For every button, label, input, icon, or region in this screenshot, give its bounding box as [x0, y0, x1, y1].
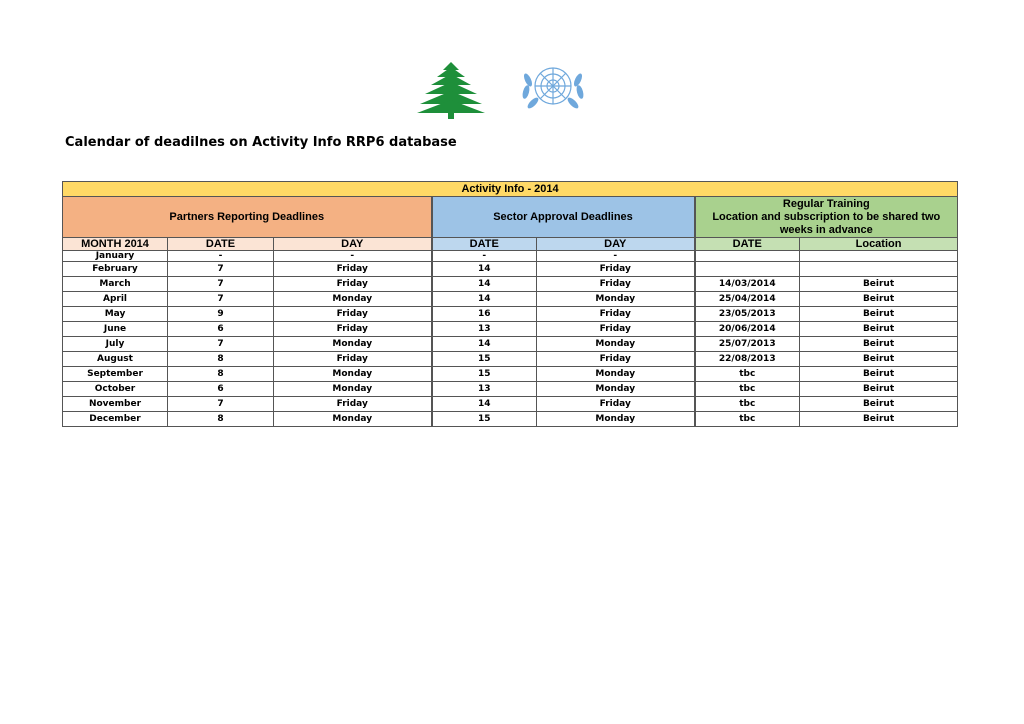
col-header-sector-date: DATE — [432, 238, 537, 251]
table-row — [63, 412, 958, 427]
col-header-training-date: DATE — [695, 238, 800, 251]
sector-day-cell: Monday — [537, 337, 695, 352]
training-date-cell: 14/03/2014 — [695, 277, 800, 292]
month-cell: September — [63, 367, 168, 382]
column-header-row — [63, 238, 958, 251]
sector-day-cell: - — [537, 251, 695, 262]
partners-day-cell: Monday — [274, 382, 432, 397]
training-location-cell — [800, 262, 958, 277]
sector-day-cell: Friday — [537, 322, 695, 337]
sector-group-header: Sector Approval Deadlines — [432, 197, 695, 238]
partners-date-cell: 7 — [168, 337, 274, 352]
sector-date-cell: 14 — [432, 292, 537, 307]
table-row — [63, 322, 958, 337]
deadlines-table — [62, 181, 958, 427]
training-date-cell: 20/06/2014 — [695, 322, 800, 337]
training-location-cell: Beirut — [800, 307, 958, 322]
col-header-partners-day: DAY — [274, 238, 432, 251]
month-cell: August — [63, 352, 168, 367]
partners-date-cell: 7 — [168, 262, 274, 277]
training-date-cell: tbc — [695, 412, 800, 427]
group-header-row — [63, 197, 958, 238]
united-nations-logo — [514, 58, 592, 118]
cedar-tree-logo — [415, 60, 487, 120]
table-top-header-row — [63, 182, 958, 197]
partners-day-cell: Monday — [274, 367, 432, 382]
partners-date-cell: 9 — [168, 307, 274, 322]
sector-date-cell: 16 — [432, 307, 537, 322]
sector-day-cell: Monday — [537, 382, 695, 397]
sector-date-cell: 15 — [432, 352, 537, 367]
training-location-cell: Beirut — [800, 412, 958, 427]
training-date-cell — [695, 262, 800, 277]
month-cell: July — [63, 337, 168, 352]
partners-date-cell: 8 — [168, 367, 274, 382]
training-date-cell: tbc — [695, 367, 800, 382]
logos-area — [0, 58, 1024, 118]
training-location-cell: Beirut — [800, 382, 958, 397]
sector-day-cell: Monday — [537, 292, 695, 307]
training-date-cell: tbc — [695, 382, 800, 397]
table-row — [63, 382, 958, 397]
training-date-cell: tbc — [695, 397, 800, 412]
sector-day-cell: Friday — [537, 307, 695, 322]
document-title: Calendar of deadilnes on Activity Info RRP6 database — [65, 135, 457, 150]
partners-group-header: Partners Reporting Deadlines — [63, 197, 432, 238]
partners-day-cell: Monday — [274, 412, 432, 427]
training-date-cell: 22/08/2013 — [695, 352, 800, 367]
sector-date-cell: 14 — [432, 337, 537, 352]
training-header-line1: Regular Training — [782, 197, 870, 210]
partners-date-cell: 7 — [168, 397, 274, 412]
sector-day-cell: Friday — [537, 397, 695, 412]
sector-day-cell: Friday — [537, 352, 695, 367]
training-location-cell: Beirut — [800, 337, 958, 352]
partners-day-cell: Monday — [274, 337, 432, 352]
sector-date-cell: 14 — [432, 397, 537, 412]
table-row — [63, 367, 958, 382]
sector-date-cell: 15 — [432, 412, 537, 427]
col-header-training-location: Location — [800, 238, 958, 251]
training-date-cell: 25/07/2013 — [695, 337, 800, 352]
partners-day-cell: Friday — [274, 307, 432, 322]
training-location-cell: Beirut — [800, 322, 958, 337]
partners-day-cell: Monday — [274, 292, 432, 307]
month-cell: May — [63, 307, 168, 322]
partners-day-cell: Friday — [274, 322, 432, 337]
month-cell: January — [63, 251, 168, 262]
sector-day-cell: Monday — [537, 412, 695, 427]
training-location-cell: Beirut — [800, 352, 958, 367]
month-cell: February — [63, 262, 168, 277]
partners-day-cell: Friday — [274, 352, 432, 367]
table-top-header: Activity Info - 2014 — [63, 182, 958, 197]
month-cell: November — [63, 397, 168, 412]
table-row — [63, 337, 958, 352]
table-row — [63, 307, 958, 322]
training-date-cell — [695, 251, 800, 262]
col-header-sector-day: DAY — [537, 238, 695, 251]
sector-day-cell: Friday — [537, 277, 695, 292]
sector-date-cell: 15 — [432, 367, 537, 382]
training-location-cell: Beirut — [800, 367, 958, 382]
training-date-cell: 23/05/2013 — [695, 307, 800, 322]
partners-day-cell: Friday — [274, 397, 432, 412]
training-location-cell: Beirut — [800, 277, 958, 292]
table-row — [63, 397, 958, 412]
training-location-cell: Beirut — [800, 292, 958, 307]
partners-date-cell: 6 — [168, 322, 274, 337]
partners-date-cell: 8 — [168, 352, 274, 367]
table-row — [63, 277, 958, 292]
training-location-cell: Beirut — [800, 397, 958, 412]
sector-date-cell: 13 — [432, 382, 537, 397]
month-cell: April — [63, 292, 168, 307]
training-header-line2: Location and subscription to be shared two weeks in advance — [712, 210, 941, 236]
sector-date-cell: 13 — [432, 322, 537, 337]
table-row — [63, 352, 958, 367]
sector-day-cell: Monday — [537, 367, 695, 382]
sector-date-cell: 14 — [432, 277, 537, 292]
month-cell: March — [63, 277, 168, 292]
training-location-cell — [800, 251, 958, 262]
table-row — [63, 292, 958, 307]
partners-day-cell: Friday — [274, 277, 432, 292]
month-cell: December — [63, 412, 168, 427]
sector-date-cell: - — [432, 251, 537, 262]
partners-date-cell: 6 — [168, 382, 274, 397]
month-cell: June — [63, 322, 168, 337]
partners-day-cell: - — [274, 251, 432, 262]
training-date-cell: 25/04/2014 — [695, 292, 800, 307]
training-group-header — [695, 197, 958, 238]
partners-date-cell: - — [168, 251, 274, 262]
col-header-month: MONTH 2014 — [63, 238, 168, 251]
partners-date-cell: 8 — [168, 412, 274, 427]
sector-date-cell: 14 — [432, 262, 537, 277]
table-row — [63, 251, 958, 262]
col-header-partners-date: DATE — [168, 238, 274, 251]
partners-date-cell: 7 — [168, 277, 274, 292]
partners-date-cell: 7 — [168, 292, 274, 307]
table-row — [63, 262, 958, 277]
month-cell: October — [63, 382, 168, 397]
partners-day-cell: Friday — [274, 262, 432, 277]
sector-day-cell: Friday — [537, 262, 695, 277]
